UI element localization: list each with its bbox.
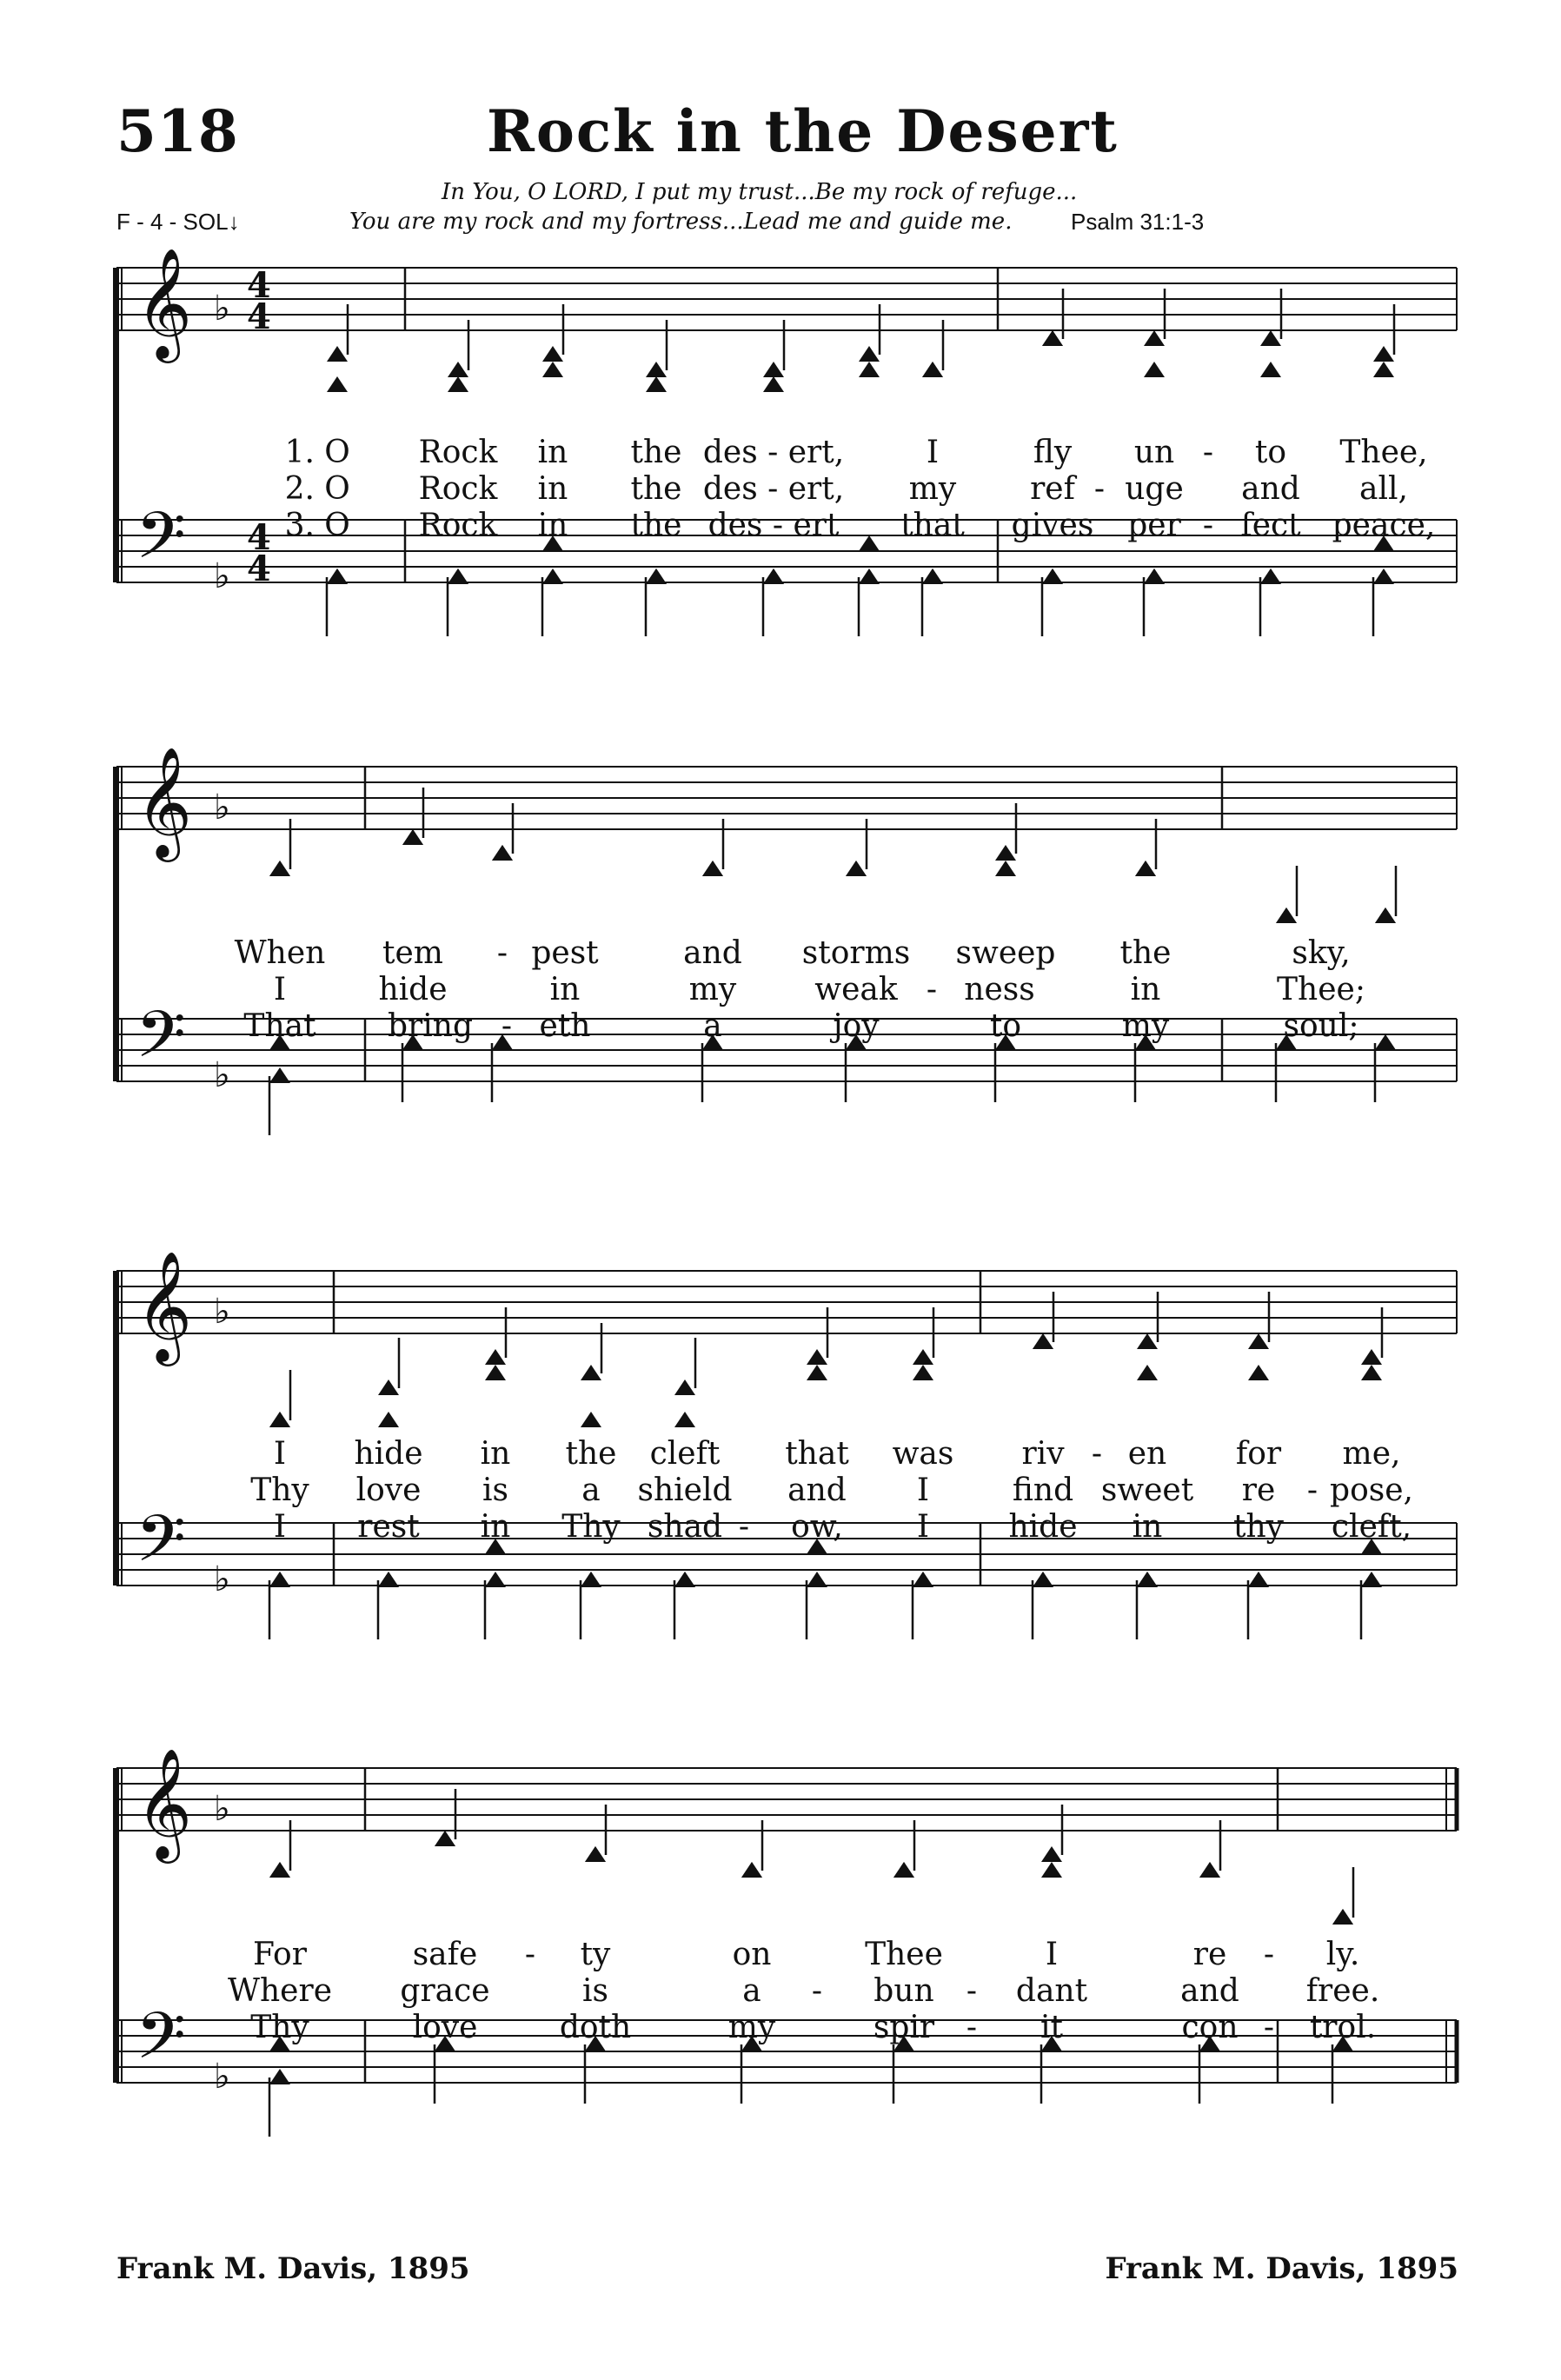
- flat-key-signature-icon: ♭: [214, 289, 230, 329]
- epigraph-line-2: You are my rock and my fortress...Lead me and guide me.: [349, 209, 1013, 235]
- treble-notehead: [807, 1349, 827, 1365]
- lyric-syllable: Rock: [418, 471, 498, 507]
- lyric-syllable: -: [738, 1509, 750, 1545]
- lyric-syllable: me,: [1342, 1436, 1401, 1472]
- treble-notehead: [327, 346, 348, 362]
- bass-notehead: [859, 568, 880, 584]
- bass-clef-icon: 𝄢: [136, 1998, 186, 2090]
- lyric-syllable: shad: [647, 1509, 723, 1545]
- treble-notehead: [1135, 861, 1156, 876]
- lyric-syllable: in: [537, 508, 568, 543]
- treble-notehead: [378, 1412, 399, 1427]
- lyric-syllable: the: [630, 435, 682, 470]
- lyric-syllable: the: [1119, 935, 1172, 971]
- treble-notehead: [378, 1379, 399, 1395]
- lyric-syllable: a: [581, 1473, 601, 1508]
- lyric-syllable: is: [482, 1473, 508, 1508]
- bass-notehead: [1361, 1572, 1382, 1587]
- lyric-syllable: soul;: [1283, 1008, 1359, 1044]
- treble-notehead: [674, 1412, 695, 1427]
- system-bracket: [113, 268, 119, 582]
- flat-key-signature-icon: ♭: [214, 1789, 230, 1829]
- stanza-number-2: 2.: [284, 471, 315, 507]
- treble-notehead: [1144, 362, 1165, 377]
- lyric-syllable: -: [1202, 435, 1214, 470]
- lyric-syllable: pest: [531, 935, 599, 971]
- treble-notehead: [1248, 1333, 1269, 1349]
- lyric-syllable: re: [1241, 1473, 1276, 1508]
- bass-notehead: [269, 1067, 290, 1083]
- lyric-syllable: grace: [400, 1973, 490, 2009]
- treble-notehead: [581, 1365, 601, 1380]
- lyric-syllable: con: [1181, 2010, 1239, 2045]
- flat-key-signature-icon: ♭: [214, 556, 230, 596]
- treble-notehead: [807, 1365, 827, 1380]
- treble-notehead: [1332, 1909, 1353, 1925]
- treble-notehead: [763, 362, 784, 377]
- treble-notehead: [448, 362, 468, 377]
- lyric-syllable: riv: [1021, 1436, 1065, 1472]
- bass-notehead: [542, 568, 563, 584]
- lyric-syllable: my: [908, 471, 957, 507]
- treble-notehead: [402, 829, 423, 845]
- lyric-syllable: sweep: [955, 935, 1056, 971]
- lyric-syllable: hide: [1008, 1509, 1078, 1545]
- treble-notehead: [542, 362, 563, 377]
- bass-time-signature-top: 4: [247, 517, 271, 558]
- music-credit: Frank M. Davis, 1895: [1105, 2251, 1458, 2286]
- lyric-syllable: sky,: [1292, 935, 1351, 971]
- treble-notehead: [1137, 1333, 1158, 1349]
- bass-notehead: [448, 568, 468, 584]
- bass-notehead: [1042, 568, 1063, 584]
- treble-notehead: [492, 845, 513, 861]
- lyric-syllable: I: [1045, 1937, 1059, 1972]
- treble-notehead: [1199, 1862, 1220, 1878]
- treble-notehead: [1260, 362, 1281, 377]
- lyric-syllable: Thy: [250, 2010, 309, 2045]
- lyric-syllable: eth: [539, 1008, 591, 1044]
- lyric-syllable: fect: [1240, 508, 1301, 543]
- lyric-syllable: shield: [637, 1473, 733, 1508]
- lyric-syllable: -: [501, 1008, 513, 1044]
- lyric-syllable: des - ert: [707, 508, 840, 543]
- bass-notehead: [1137, 1572, 1158, 1587]
- lyric-syllable: weak: [814, 972, 898, 1007]
- lyric-syllable: Where: [227, 1973, 333, 2009]
- lyric-syllable: Rock: [418, 435, 498, 470]
- treble-notehead: [269, 1862, 290, 1878]
- system-bracket: [113, 767, 119, 1081]
- stanza-number-1: 1.: [284, 435, 315, 470]
- lyric-syllable: When: [234, 935, 326, 971]
- lyric-syllable: ow,: [791, 1509, 843, 1545]
- treble-notehead: [1260, 330, 1281, 346]
- treble-notehead: [859, 362, 880, 377]
- lyric-syllable: my: [727, 2010, 776, 2045]
- treble-notehead: [585, 1846, 606, 1862]
- treble-notehead: [995, 845, 1016, 861]
- lyric-syllable: des - ert,: [702, 435, 845, 470]
- words-credit: Frank M. Davis, 1895: [116, 2251, 470, 2286]
- lyric-syllable: and: [1241, 471, 1300, 507]
- lyric-syllable: safe: [412, 1937, 478, 1972]
- bass-clef-icon: 𝄢: [136, 1501, 186, 1592]
- treble-notehead: [913, 1365, 933, 1380]
- bass-notehead: [1260, 568, 1281, 584]
- treble-notehead: [269, 861, 290, 876]
- system-bracket: [113, 1271, 119, 1586]
- flat-key-signature-icon: ♭: [214, 1292, 230, 1332]
- flat-key-signature-icon: ♭: [214, 788, 230, 828]
- treble-notehead: [995, 861, 1016, 876]
- lyric-syllable: Thy: [561, 1509, 621, 1545]
- lyric-syllable: joy: [833, 1008, 880, 1044]
- lyric-syllable: a: [703, 1008, 722, 1044]
- treble-notehead: [859, 346, 880, 362]
- lyric-syllable: it: [1040, 2010, 1063, 2045]
- lyric-syllable: per: [1127, 508, 1181, 543]
- lyric-syllable: en: [1127, 1436, 1167, 1472]
- lyric-syllable: in: [537, 435, 568, 470]
- lyric-syllable: O: [324, 435, 350, 470]
- lyric-syllable: I: [273, 1436, 287, 1472]
- stanza-number-3: 3.: [284, 508, 315, 543]
- lyric-syllable: my: [688, 972, 737, 1007]
- music-system-3: [0, 1250, 1561, 1690]
- bass-notehead: [485, 1572, 506, 1587]
- lyric-syllable: un: [1133, 435, 1175, 470]
- lyric-syllable: Thy: [250, 1473, 309, 1508]
- treble-clef-icon: 𝄞: [136, 247, 193, 358]
- treble-notehead: [485, 1349, 506, 1365]
- lyric-syllable: trol.: [1309, 2010, 1377, 2045]
- lyric-syllable: Thee,: [1339, 435, 1428, 470]
- staff-system-3-notation: [0, 1250, 1561, 1690]
- epigraph-line-1: In You, O LORD, I put my trust...Be my rock of refuge...: [442, 179, 1078, 205]
- treble-time-signature-top: 4: [247, 265, 271, 306]
- lyric-syllable: to: [1254, 435, 1287, 470]
- treble-notehead: [269, 1412, 290, 1427]
- treble-notehead: [485, 1365, 506, 1380]
- treble-notehead: [1041, 1862, 1062, 1878]
- lyric-syllable: and: [787, 1473, 847, 1508]
- treble-notehead: [1248, 1365, 1269, 1380]
- lyric-syllable: des - ert,: [702, 471, 845, 507]
- bass-clef-icon: 𝄢: [136, 498, 186, 589]
- lyric-syllable: love: [412, 2010, 478, 2045]
- treble-notehead: [448, 376, 468, 392]
- treble-notehead: [702, 861, 723, 876]
- lyric-syllable: all,: [1359, 471, 1408, 507]
- treble-clef-icon: 𝄞: [136, 1250, 193, 1361]
- bass-notehead: [1373, 568, 1394, 584]
- music-system-1: [0, 247, 1561, 687]
- lyric-syllable: I: [916, 1473, 930, 1508]
- treble-time-signature-bottom: 4: [247, 296, 271, 337]
- lyric-syllable: tem: [382, 935, 443, 971]
- lyric-syllable: -: [1306, 1473, 1319, 1508]
- treble-notehead: [763, 376, 784, 392]
- bass-notehead: [269, 2069, 290, 2084]
- music-system-4: [0, 1747, 1561, 2187]
- scripture-reference: Psalm 31:1-3: [1071, 209, 1205, 235]
- lyric-syllable: that: [900, 508, 965, 543]
- treble-notehead: [581, 1412, 601, 1427]
- treble-notehead: [646, 376, 667, 392]
- lyric-syllable: for: [1235, 1436, 1282, 1472]
- lyric-syllable: -: [1263, 2010, 1275, 2045]
- lyric-syllable: I: [273, 1509, 287, 1545]
- lyric-syllable: ly.: [1325, 1937, 1360, 1972]
- bass-notehead: [1033, 1572, 1053, 1587]
- lyric-syllable: Thee: [865, 1937, 943, 1972]
- lyric-syllable: -: [966, 1973, 978, 2009]
- treble-notehead: [1144, 330, 1165, 346]
- lyric-syllable: the: [630, 471, 682, 507]
- treble-notehead: [913, 1349, 933, 1365]
- lyric-syllable: rest: [357, 1509, 420, 1545]
- treble-notehead: [922, 362, 943, 377]
- lyric-syllable: hide: [378, 972, 448, 1007]
- lyric-syllable: free.: [1305, 1973, 1380, 2009]
- lyric-syllable: doth: [559, 2010, 632, 2045]
- treble-clef-icon: 𝄞: [136, 746, 193, 857]
- lyric-syllable: gives: [1011, 508, 1094, 543]
- lyric-syllable: For: [253, 1937, 307, 1972]
- lyric-syllable: I: [273, 972, 287, 1007]
- lyric-syllable: O: [324, 508, 350, 543]
- lyric-syllable: ty: [580, 1937, 611, 1972]
- bass-notehead: [581, 1572, 601, 1587]
- lyric-syllable: hide: [354, 1436, 423, 1472]
- lyric-syllable: a: [742, 1973, 761, 2009]
- treble-notehead: [1373, 362, 1394, 377]
- treble-notehead: [542, 346, 563, 362]
- bass-clef-icon: 𝄢: [136, 997, 186, 1088]
- bass-notehead: [674, 1572, 695, 1587]
- treble-notehead: [327, 376, 348, 392]
- lyric-syllable: ness: [964, 972, 1035, 1007]
- treble-notehead: [1361, 1349, 1382, 1365]
- lyric-syllable: bun: [873, 1973, 934, 2009]
- lyric-syllable: that: [785, 1436, 849, 1472]
- bass-notehead: [1144, 568, 1165, 584]
- lyric-syllable: I: [926, 435, 940, 470]
- treble-notehead: [846, 861, 867, 876]
- lyric-syllable: -: [1263, 1937, 1275, 1972]
- treble-notehead: [1137, 1365, 1158, 1380]
- lyric-syllable: pose,: [1330, 1473, 1413, 1508]
- treble-notehead: [674, 1379, 695, 1395]
- bass-notehead: [807, 1572, 827, 1587]
- flat-key-signature-icon: ♭: [214, 2057, 230, 2097]
- bass-notehead: [269, 1572, 290, 1587]
- music-system-2: [0, 746, 1561, 1186]
- bass-notehead: [1375, 1034, 1396, 1050]
- lyric-syllable: re: [1192, 1937, 1227, 1972]
- lyric-syllable: That: [243, 1008, 316, 1044]
- bass-notehead: [859, 535, 880, 551]
- bass-notehead: [327, 568, 348, 584]
- lyric-syllable: spir: [873, 2010, 935, 2045]
- lyric-syllable: find: [1012, 1473, 1074, 1508]
- lyric-syllable: in: [480, 1509, 511, 1545]
- lyric-syllable: is: [582, 1973, 608, 2009]
- lyric-syllable: and: [1180, 1973, 1239, 2009]
- lyric-syllable: -: [524, 1937, 536, 1972]
- treble-notehead: [741, 1862, 762, 1878]
- treble-notehead: [1373, 346, 1394, 362]
- lyric-syllable: Thee;: [1277, 972, 1365, 1007]
- lyric-syllable: dant: [1015, 1973, 1088, 2009]
- lyric-syllable: -: [496, 935, 508, 971]
- treble-notehead: [1276, 907, 1297, 923]
- lyric-syllable: my: [1121, 1008, 1170, 1044]
- bass-notehead: [378, 1572, 399, 1587]
- lyric-syllable: love: [355, 1473, 422, 1508]
- treble-notehead: [1041, 1846, 1062, 1862]
- hymn-title: Rock in the Desert: [487, 97, 1119, 165]
- lyric-syllable: -: [1091, 1436, 1103, 1472]
- lyric-syllable: ref: [1030, 471, 1075, 507]
- treble-notehead: [1375, 907, 1396, 923]
- bass-time-signature-bottom: 4: [247, 548, 271, 589]
- flat-key-signature-icon: ♭: [214, 1559, 230, 1599]
- lyric-syllable: was: [892, 1436, 954, 1472]
- lyric-syllable: the: [630, 508, 682, 543]
- lyric-syllable: thy: [1233, 1509, 1284, 1545]
- flat-key-signature-icon: ♭: [214, 1055, 230, 1095]
- bass-notehead: [913, 1572, 933, 1587]
- treble-notehead: [1042, 330, 1063, 346]
- lyric-syllable: -: [966, 2010, 978, 2045]
- lyric-syllable: -: [1202, 508, 1214, 543]
- bass-notehead: [922, 568, 943, 584]
- lyric-syllable: Rock: [418, 508, 498, 543]
- lyric-syllable: fly: [1033, 435, 1073, 470]
- treble-clef-icon: 𝄞: [136, 1747, 193, 1858]
- treble-notehead: [1033, 1333, 1053, 1349]
- lyric-syllable: I: [916, 1509, 930, 1545]
- treble-notehead: [893, 1862, 914, 1878]
- lyric-syllable: the: [565, 1436, 617, 1472]
- bass-notehead: [646, 568, 667, 584]
- lyric-syllable: in: [480, 1436, 511, 1472]
- lyric-syllable: in: [537, 471, 568, 507]
- lyric-syllable: in: [1132, 1509, 1163, 1545]
- lyric-syllable: in: [549, 972, 581, 1007]
- lyric-syllable: -: [926, 972, 938, 1007]
- lyric-syllable: cleft,: [1331, 1509, 1412, 1545]
- lyric-syllable: to: [989, 1008, 1022, 1044]
- lyric-syllable: cleft: [649, 1436, 721, 1472]
- system-bracket: [113, 1768, 119, 2083]
- lyric-syllable: on: [732, 1937, 772, 1972]
- lyric-syllable: bring: [388, 1008, 473, 1044]
- lyric-syllable: -: [1093, 471, 1106, 507]
- treble-notehead: [435, 1831, 455, 1846]
- bass-notehead: [763, 568, 784, 584]
- bass-notehead: [1248, 1572, 1269, 1587]
- lyric-syllable: uge: [1125, 471, 1184, 507]
- hymn-number: 518: [116, 97, 239, 165]
- treble-notehead: [1361, 1365, 1382, 1380]
- lyric-syllable: O: [324, 471, 350, 507]
- lyric-syllable: peace,: [1332, 508, 1436, 543]
- lyric-syllable: sweet: [1100, 1473, 1194, 1508]
- treble-notehead: [646, 362, 667, 377]
- lyric-syllable: in: [1130, 972, 1161, 1007]
- key-info: F - 4 - SOL↓: [116, 209, 240, 235]
- lyric-syllable: and: [683, 935, 742, 971]
- lyric-syllable: -: [811, 1973, 823, 2009]
- lyric-syllable: storms: [801, 935, 911, 971]
